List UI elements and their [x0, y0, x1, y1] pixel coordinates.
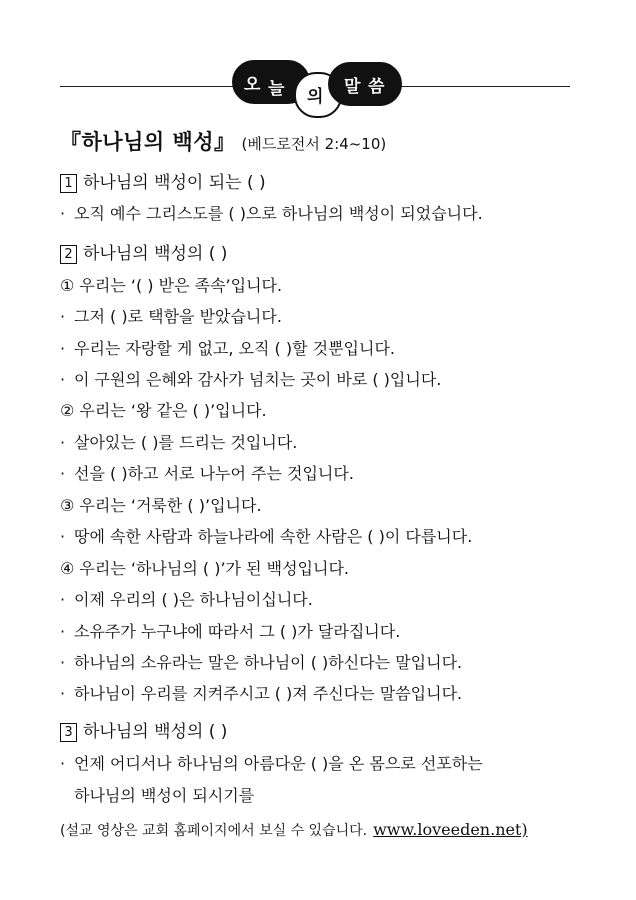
- bullet-dot: ·: [60, 590, 66, 609]
- bullet-dot: ·: [60, 370, 66, 389]
- outline-text: 우리는 자랑할 게 없고, 오직 ( )할 것뿐입니다.: [74, 339, 396, 358]
- outline-text: 하나님이 우리를 지켜주시고 ( )져 주신다는 말씀입니다.: [74, 684, 463, 703]
- outline-text: 소유주가 누구냐에 따라서 그 ( )가 달라집니다.: [74, 622, 401, 641]
- today-word-badge: [232, 58, 402, 120]
- footer-note: [60, 820, 528, 840]
- outline-text: 살아있는 ( )를 드리는 것입니다.: [74, 433, 298, 452]
- outline-item: [60, 683, 462, 705]
- outline-text: 언제 어디서나 하나님의 아름다운 ( )을 온 몸으로 선포하는: [74, 754, 483, 773]
- bullet-dot: ·: [60, 684, 66, 703]
- badge-pill-right: [328, 62, 402, 106]
- outline-text: 하나님의 백성의 ( ): [83, 722, 228, 742]
- point-heading: [60, 400, 267, 422]
- outline-text: ① 우리는 ‘( ) 받은 족속’입니다.: [60, 276, 283, 295]
- section-number-box: 2: [60, 245, 77, 264]
- outline-item: [60, 753, 483, 775]
- footer-url: www.loveeden.net): [373, 820, 528, 839]
- section-number-box: 1: [60, 174, 77, 193]
- outline-item: [60, 306, 282, 328]
- outline-text: ② 우리는 ‘왕 같은 ( )’입니다.: [60, 401, 267, 420]
- bullet-dot: ·: [60, 754, 66, 773]
- section-number-box: 3: [60, 723, 77, 742]
- bullet-dot: ·: [60, 204, 66, 223]
- outline-text: 하나님의 백성이 되는 ( ): [83, 173, 266, 193]
- section-heading: [60, 243, 227, 265]
- outline-text: 땅에 속한 사람과 하늘나라에 속한 사람은 ( )이 다릅니다.: [74, 527, 473, 546]
- bullet-dot: ·: [60, 307, 66, 326]
- outline-item: [60, 785, 254, 807]
- outline-item: [60, 369, 441, 391]
- outline-item: [60, 432, 297, 454]
- outline-item: [60, 526, 472, 548]
- outline-text: 하나님의 소유라는 말은 하나님이 ( )하신다는 말입니다.: [74, 653, 463, 672]
- badge-char: 의: [307, 87, 324, 107]
- section-heading: [60, 721, 227, 743]
- footer-text: (설교 영상은 교회 홈페이지에서 보실 수 있습니다.: [60, 823, 368, 839]
- badge-char: 늘: [268, 79, 285, 99]
- badge-char: 오: [244, 75, 261, 95]
- outline-text: 선을 ( )하고 서로 나누어 주는 것입니다.: [74, 464, 354, 483]
- outline-text: 이 구원의 은혜와 감사가 넘치는 곳이 바로 ( )입니다.: [74, 370, 442, 389]
- outline-text: 그저 ( )로 택함을 받았습니다.: [74, 307, 282, 326]
- badge-char: 말: [344, 77, 361, 97]
- outline-text: ③ 우리는 ‘거룩한 ( )’입니다.: [60, 496, 262, 515]
- point-heading: [60, 558, 349, 580]
- point-heading: [60, 495, 262, 517]
- outline-item: [60, 589, 313, 611]
- outline-item: [60, 203, 483, 225]
- bullet-dot: ·: [60, 622, 66, 641]
- point-heading: [60, 275, 282, 297]
- outline-text: ④ 우리는 ‘하나님의 ( )’가 된 백성입니다.: [60, 559, 349, 578]
- bullet-dot: ·: [60, 464, 66, 483]
- outline-text: 이제 우리의 ( )은 하나님이십니다.: [74, 590, 313, 609]
- bullet-dot: ·: [60, 339, 66, 358]
- scripture-reference: (베드로전서 2:4~10): [241, 135, 387, 153]
- outline-item: [60, 463, 354, 485]
- bullet-dot: ·: [60, 527, 66, 546]
- badge-char: 씀: [368, 77, 385, 97]
- outline-item: [60, 338, 395, 360]
- sermon-title-main: 『하나님의 백성』: [60, 130, 236, 154]
- section-heading: [60, 172, 266, 194]
- outline-text: 하나님의 백성이 되시기를: [74, 786, 255, 805]
- outline-text: 하나님의 백성의 ( ): [83, 244, 228, 264]
- bullet-dot: ·: [60, 653, 66, 672]
- outline-item: [60, 652, 462, 674]
- bullet-dot: ·: [60, 433, 66, 452]
- outline-item: [60, 621, 400, 643]
- outline-text: 오직 예수 그리스도를 ( )으로 하나님의 백성이 되었습니다.: [74, 204, 483, 223]
- sermon-title: [60, 126, 386, 156]
